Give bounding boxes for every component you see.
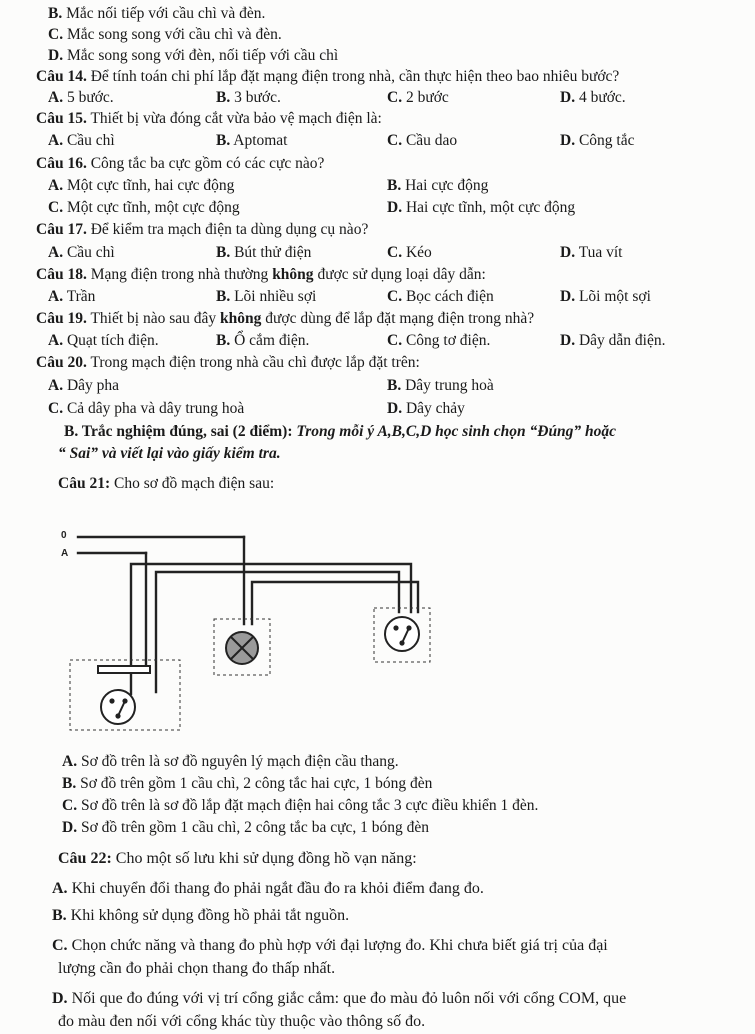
question-text: Cho một số lưu khi sử dụng đồng hồ vạn năng: (115, 850, 417, 867)
q13-option-d (48, 46, 338, 65)
question-text: Trong mạch điện trong nhà cầu chì được lắp đặt trên: (90, 354, 420, 371)
option-text: Kéo (405, 244, 432, 261)
return-wire (252, 582, 418, 624)
q18-option-a (48, 287, 95, 306)
question-text: Để kiểm tra mạch điện ta dùng dụng cụ nào? (90, 221, 369, 238)
q19-option-a (48, 331, 159, 350)
q20-option-a (48, 376, 119, 395)
q19-option-d (560, 331, 665, 350)
option-letter: D. (560, 244, 576, 261)
option-letter: D. (52, 990, 68, 1007)
q16-option-a (48, 176, 234, 195)
traveler-wire-2 (156, 572, 399, 692)
phase-label: A (61, 548, 69, 559)
option-letter: A. (48, 244, 64, 261)
option-letter: B. (52, 907, 67, 924)
option-text: Bút thử điện (234, 244, 312, 261)
option-text: Dây chảy (405, 400, 465, 417)
option-text: Sơ đồ trên gồm 1 cầu chì, 2 công tắc ba cực, 1 bóng đèn (80, 819, 429, 836)
q22-option-a (52, 878, 484, 900)
lamp-icon (226, 632, 258, 664)
q20-option-b (387, 376, 494, 395)
q14-option-b (216, 88, 281, 107)
q22-question (58, 848, 417, 870)
q15-option-c (387, 131, 457, 150)
q20-option-d (387, 399, 465, 418)
q21-option-a (62, 752, 399, 771)
question-text: Để tính toán chi phí lắp đặt mạng điện trong nhà, cần thực hiện theo bao nhiêu bước? (90, 68, 620, 85)
q21-option-d (62, 818, 429, 837)
right-switch-icon (385, 617, 419, 651)
question-number: Câu 14. (36, 68, 87, 85)
option-letter: C. (387, 332, 403, 349)
option-letter: A. (52, 880, 68, 897)
option-letter: A. (48, 332, 64, 349)
question-text: Thiết bị vừa đóng cắt vừa bảo vệ mạch điện là: (90, 110, 382, 127)
q19-question (36, 309, 534, 328)
q22-option-d-cont: đo màu đen nối với cổng khác tùy thuộc vào thông số đo. (58, 1013, 426, 1030)
option-text: 3 bước. (234, 89, 281, 106)
question-number: Câu 18. (36, 266, 87, 283)
option-letter: A. (48, 89, 64, 106)
left-switch-icon (101, 690, 135, 724)
question-text: Thiết bị nào sau đây (90, 310, 217, 327)
option-text: Một cực tĩnh, một cực động (66, 199, 240, 216)
option-text: 2 bước (405, 89, 449, 106)
option-letter: C. (52, 937, 68, 954)
option-letter: D. (560, 89, 576, 106)
option-text: Quạt tích điện. (66, 332, 159, 349)
option-text: Nối que đo đúng với vị trí cổng giắc cắm: que đo màu đỏ luôn nối với cổng COM, que (71, 990, 627, 1007)
option-text: Một cực tĩnh, hai cực động (66, 177, 235, 194)
q21-question (58, 474, 274, 493)
question-text: được dùng để lắp đặt mạng điện trong nhà? (265, 310, 535, 327)
option-text: Hai cực động (405, 177, 489, 194)
q13-option-b (48, 4, 265, 23)
option-letter: C. (387, 89, 403, 106)
option-letter: D. (387, 400, 403, 417)
option-letter: C. (48, 199, 64, 216)
option-letter: C. (62, 797, 78, 814)
q22-option-c-cont: lượng cần đo phải chọn thang đo thấp nhất. (58, 960, 336, 977)
option-text: Sơ đồ trên gồm 1 cầu chì, 2 công tắc hai cực, 1 bóng đèn (80, 775, 433, 792)
option-text: Dây dẫn điện. (578, 332, 666, 349)
option-text: Aptomat (233, 132, 288, 149)
option-letter: C. (387, 288, 403, 305)
question-text: Công tắc ba cực gồm có các cực nào? (90, 155, 325, 172)
option-text: Công tơ điện. (405, 332, 491, 349)
option-text: Sơ đồ trên là sơ đồ nguyên lý mạch điện cầu thang. (80, 753, 399, 770)
question-text: được sử dụng loại dây dẫn: (317, 266, 486, 283)
q20-option-c (48, 399, 244, 418)
question-number: Câu 15. (36, 110, 87, 127)
option-text: 4 bước. (578, 89, 626, 106)
q13-option-c (48, 25, 282, 44)
option-letter: A. (48, 132, 64, 149)
fuse-icon (98, 666, 150, 673)
option-text: Mắc song song với cầu chì và đèn. (66, 26, 282, 43)
q16-option-c (48, 198, 240, 217)
option-text: Khi không sử dụng đồng hồ phải tắt nguồn. (70, 907, 350, 924)
q15-question (36, 109, 382, 128)
option-letter: A. (48, 177, 64, 194)
option-letter: B. (62, 775, 77, 792)
option-text: Mắc nối tiếp với cầu chì và đèn. (66, 5, 266, 22)
option-letter: D. (48, 47, 64, 64)
option-letter: A. (48, 288, 64, 305)
option-letter: A. (48, 377, 64, 394)
q22-option-d (52, 988, 626, 1010)
q19-option-c (387, 331, 490, 350)
option-letter: B. (216, 332, 231, 349)
section-title: B. Trắc nghiệm đúng, sai (2 điểm): (64, 423, 293, 440)
option-letter: C. (48, 26, 64, 43)
option-letter: A. (62, 753, 78, 770)
option-letter: B. (387, 177, 402, 194)
q15-option-a (48, 131, 115, 150)
q20-question (36, 353, 420, 372)
option-text: Sơ đồ trên là sơ đồ lắp đặt mạch điện hai công tắc 3 cực điều khiển 1 đèn. (80, 797, 539, 814)
option-letter: D. (560, 132, 576, 149)
q14-option-c (387, 88, 449, 107)
traveler-wire-1 (131, 564, 411, 694)
emphasis: không (272, 266, 314, 283)
option-text: Công tắc (578, 132, 635, 149)
option-letter: B. (216, 288, 231, 305)
neutral-label: 0 (61, 530, 67, 541)
option-letter: D. (62, 819, 78, 836)
q16-question (36, 154, 324, 173)
option-letter: B. (216, 132, 231, 149)
section-instruction: Trong mỗi ý A,B,C,D học sinh chọn “Đúng” hoặc (296, 423, 617, 440)
option-text: Cầu chì (66, 132, 115, 149)
q16-option-d (387, 198, 575, 217)
question-number: Câu 22: (58, 850, 112, 867)
option-text: Mắc song song với đèn, nối tiếp với cầu chì (66, 47, 339, 64)
question-number: Câu 21: (58, 475, 111, 492)
q17-option-c (387, 243, 432, 262)
option-text: Dây pha (66, 377, 120, 394)
option-text: Lõi nhiều sợi (234, 288, 317, 305)
q18-option-d (560, 287, 651, 306)
question-number: Câu 20. (36, 354, 87, 371)
option-letter: D. (560, 288, 576, 305)
q17-option-d (560, 243, 622, 262)
option-text: Dây trung hoà (405, 377, 494, 394)
option-letter: C. (387, 244, 403, 261)
section-b-instruction-cont: “ Sai” và viết lại vào giấy kiểm tra. (58, 445, 281, 462)
q15-option-d (560, 131, 634, 150)
q18-question (36, 265, 486, 284)
q14-question (36, 67, 619, 86)
question-text: Cho sơ đồ mạch điện sau: (113, 475, 275, 492)
option-text: Tua vít (578, 244, 623, 261)
q14-option-a (48, 88, 114, 107)
option-letter: C. (387, 132, 403, 149)
q22-option-b (52, 905, 349, 927)
q17-option-a (48, 243, 115, 262)
option-letter: C. (48, 400, 64, 417)
q14-option-d (560, 88, 626, 107)
q19-option-b (216, 331, 309, 350)
emphasis: không (220, 310, 262, 327)
q21-option-b (62, 774, 432, 793)
question-number: Câu 19. (36, 310, 87, 327)
option-text: Chọn chức năng và thang đo phù hợp với đại lượng đo. Khi chưa biết giá trị của đại (71, 937, 608, 954)
q16-option-b (387, 176, 488, 195)
q18-option-b (216, 287, 316, 306)
option-letter: B. (48, 5, 63, 22)
option-text: Cầu chì (66, 244, 115, 261)
option-text: Khi chuyển đổi thang đo phải ngắt đầu đo ra khỏi điểm đang đo. (71, 880, 484, 897)
option-letter: D. (560, 332, 576, 349)
section-b-heading (64, 422, 616, 441)
q21-option-c (62, 796, 538, 815)
q18-option-c (387, 287, 494, 306)
q15-option-b (216, 131, 288, 150)
option-text: Bọc cách điện (405, 288, 494, 305)
question-number: Câu 17. (36, 221, 87, 238)
option-text: Lõi một sợi (578, 288, 651, 305)
option-text: Trần (66, 288, 96, 305)
option-text: Cả dây pha và dây trung hoà (66, 400, 245, 417)
option-letter: B. (387, 377, 402, 394)
option-letter: B. (216, 89, 231, 106)
option-text: Cầu dao (405, 132, 458, 149)
circuit-diagram (56, 524, 446, 734)
option-letter: D. (387, 199, 403, 216)
option-text: Hai cực tĩnh, một cực động (405, 199, 576, 216)
q17-option-b (216, 243, 311, 262)
option-text: 5 bước. (66, 89, 114, 106)
q17-question (36, 220, 368, 239)
option-text: Ổ cắm điện. (234, 332, 310, 349)
q22-option-c (52, 935, 608, 957)
option-letter: B. (216, 244, 231, 261)
question-text: Mạng điện trong nhà thường (90, 266, 269, 283)
question-number: Câu 16. (36, 155, 87, 172)
